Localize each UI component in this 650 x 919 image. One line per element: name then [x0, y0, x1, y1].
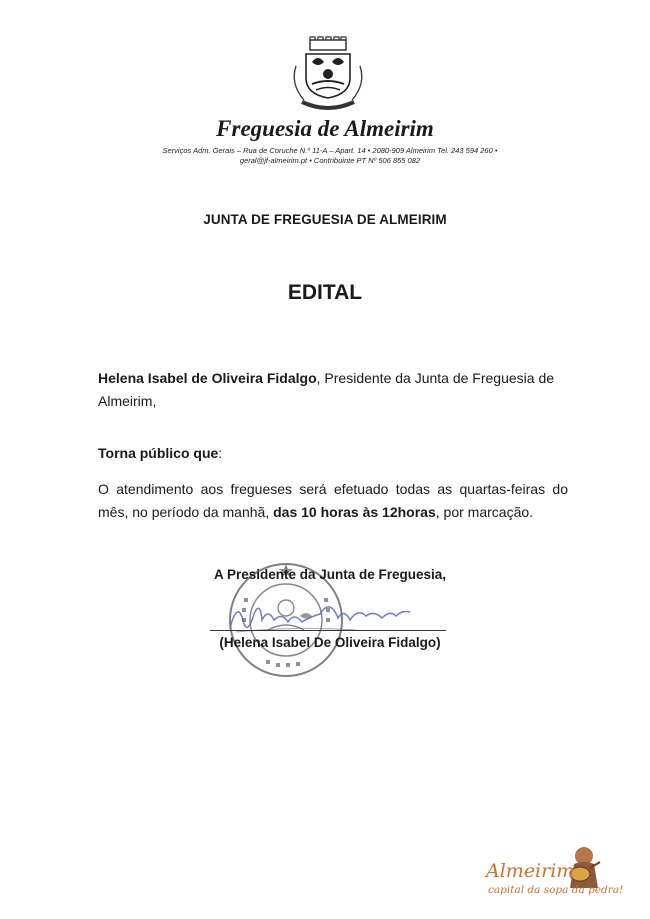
president-role: , Presidente da Junta de Freguesia de Almeirim,	[98, 370, 555, 409]
schedule-text: O atendimento aos fregueses será efetuado todas as quartas-feiras do mês, no período da manhã,	[98, 481, 568, 520]
announcement-colon: :	[218, 445, 223, 461]
footer-tagline: capital da sopa da pedra!	[488, 884, 624, 896]
document-title: EDITAL	[287, 281, 363, 304]
schedule-suffix: , por marcação.	[435, 504, 534, 520]
announcement-lead: Torna público que	[98, 445, 219, 461]
contact-line-address: Serviços Adm. Gerais – Rua de Coruche N.º 11-A – Apart. 14 • 2080-909 Almeirim Tel. 243 594 260 •	[162, 146, 498, 155]
paragraph-announcement	[98, 442, 568, 465]
contact-info	[120, 146, 540, 166]
signature-line	[210, 630, 446, 631]
president-name: Helena Isabel de Oliveira Fidalgo	[98, 370, 317, 386]
footer-brand-name: Almeirim	[486, 860, 575, 882]
schedule-hours: das 10 horas às 12horas	[273, 504, 436, 520]
signature-title: A Presidente da Junta de Freguesia,	[213, 567, 447, 582]
paragraph-president	[98, 367, 568, 413]
paragraph-schedule	[98, 478, 568, 524]
signatory-name: (Helena Isabel De Oliveira Fidalgo)	[219, 635, 441, 650]
contact-line-email: geral@jf-almeirim.pt • Contribuinte PT Nº 506 855 082	[239, 156, 421, 165]
coat-of-arms-logo	[288, 36, 368, 116]
organization-title: Freguesia de Almeirim	[216, 116, 434, 141]
junta-heading: JUNTA DE FREGUESIA DE ALMEIRIM	[203, 212, 447, 227]
